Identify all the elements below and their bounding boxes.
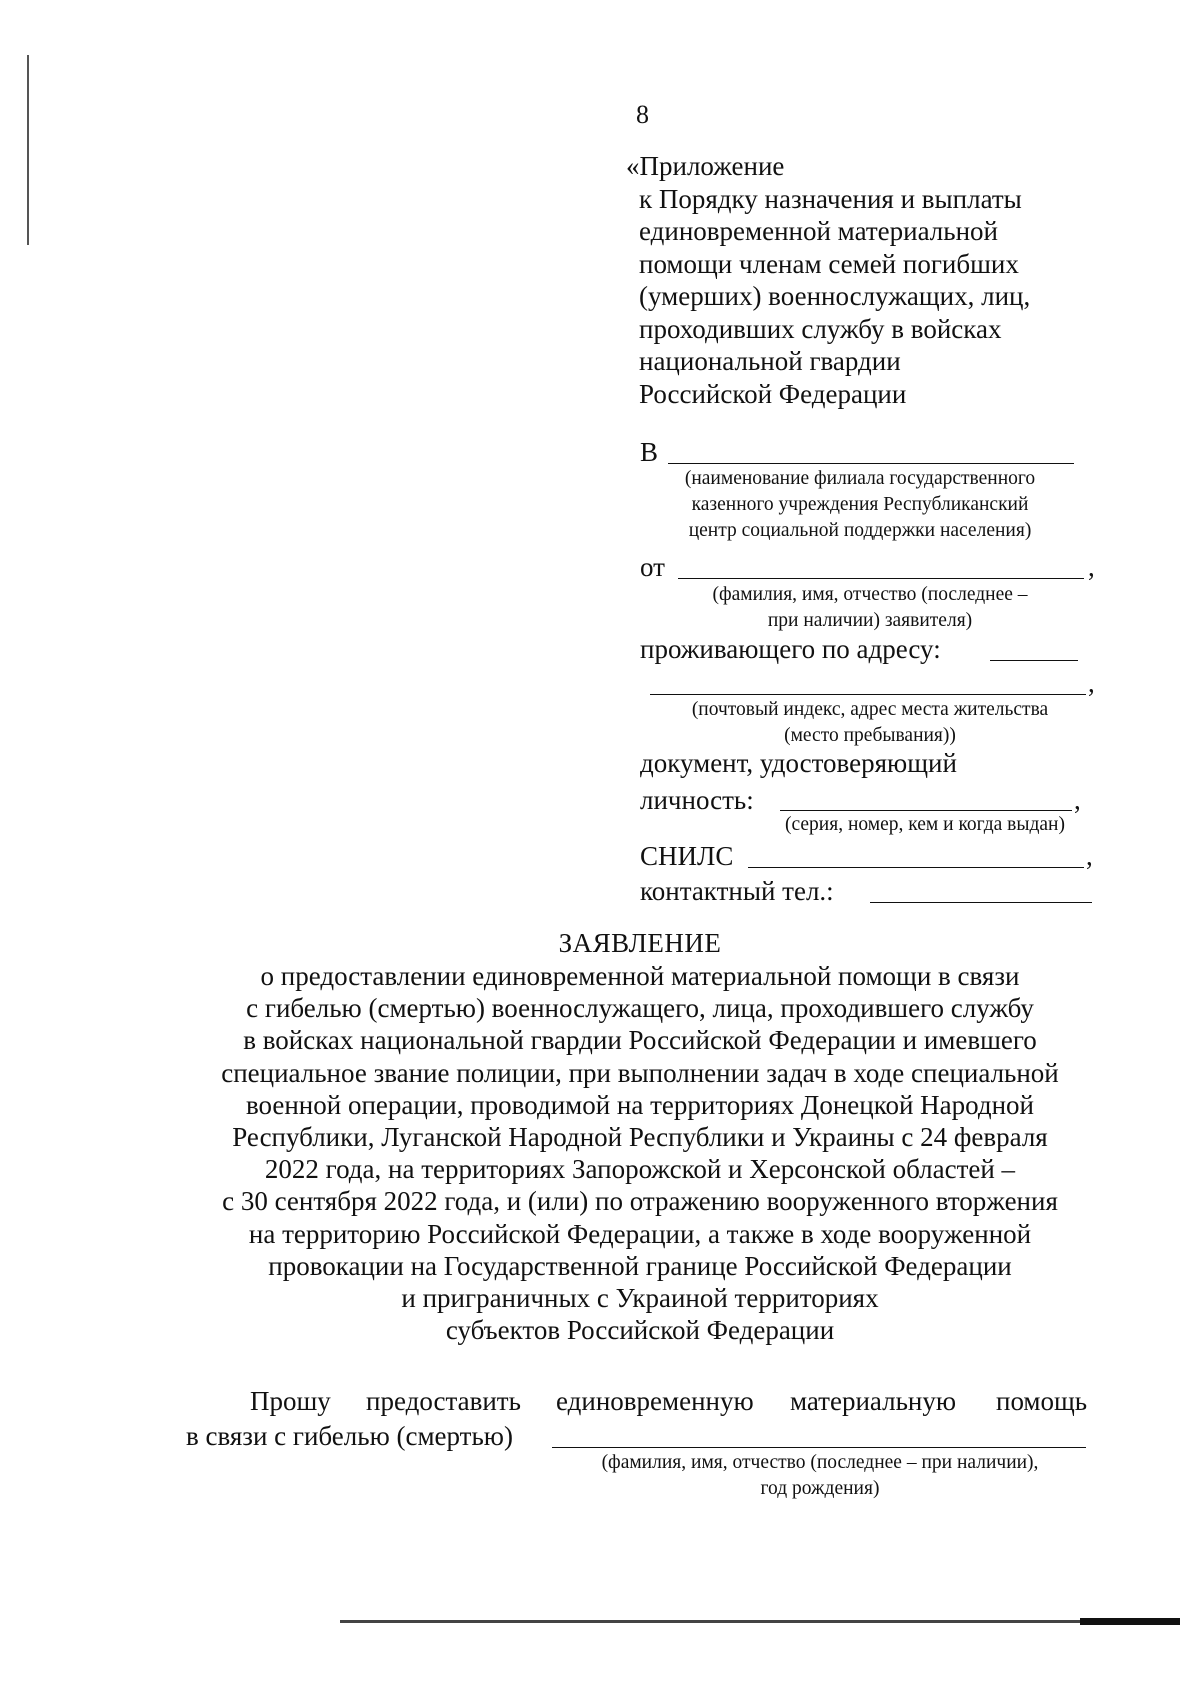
to-caption <box>640 466 1080 544</box>
subtitle-line: с 30 сентября 2022 года, и (или) по отражению вооруженного вторжения <box>222 1186 1058 1217</box>
from-label: от <box>640 552 665 582</box>
appendix-line: проходивших службу в войсках <box>639 313 1002 344</box>
subtitle-line: с гибелью (смертью) военнослужащего, лица, проходившего службу <box>246 993 1034 1024</box>
statement-title: ЗАЯВЛЕНИЕ <box>558 928 722 958</box>
bottom-rule-thick <box>1080 1618 1180 1625</box>
page-number: 8 <box>636 100 649 129</box>
to-caption-line: центр социальной поддержки населения) <box>688 520 1032 541</box>
deceased-caption-line: (фамилия, имя, отчество (последнее – при наличии), <box>601 1452 1039 1473</box>
address-caption-line: (почтовый индекс, адрес места жительства <box>691 699 1049 720</box>
appendix-line: единовременной материальной <box>639 216 998 246</box>
from-caption-line: (фамилия, имя, отчество (последнее – <box>712 584 1028 605</box>
phone-field[interactable] <box>870 902 1092 903</box>
id-comma: , <box>1074 785 1081 815</box>
request-word: материальную <box>790 1386 957 1416</box>
request-word: помощь <box>996 1386 1088 1416</box>
from-caption-line: при наличии) заявителя) <box>767 610 973 631</box>
id-label-line2: личность: <box>640 785 754 815</box>
appendix-line: национальной гвардии <box>639 346 901 376</box>
request-word: единовременную <box>556 1386 754 1416</box>
appendix-line: Российской Федерации <box>639 378 907 409</box>
id-field[interactable] <box>780 810 1072 811</box>
deceased-field[interactable] <box>552 1447 1086 1448</box>
id-label-line1: документ, удостоверяющий <box>640 748 957 778</box>
address-caption <box>640 697 1100 749</box>
subtitle-line: о предоставлении единовременной материальной помощи в связи <box>260 961 1020 991</box>
subtitle-line: субъектов Российской Федерации <box>445 1315 835 1346</box>
address-field[interactable] <box>650 694 1086 695</box>
to-label: В <box>640 437 659 467</box>
appendix-line: «Приложение <box>626 151 785 181</box>
from-field[interactable] <box>678 578 1084 579</box>
deceased-caption-line: год рождения) <box>760 1478 880 1499</box>
appendix-line: к Порядку назначения и выплаты <box>639 183 1022 214</box>
address-label: проживающего по адресу: <box>640 634 941 664</box>
to-field[interactable] <box>668 463 1074 464</box>
bottom-rule <box>340 1620 1180 1623</box>
subtitle-line: провокации на Государственной границе Российской Федерации <box>268 1250 1012 1281</box>
snils-field[interactable] <box>748 867 1084 868</box>
to-caption-line: казенного учреждения Республиканский <box>691 494 1029 515</box>
deceased-caption <box>550 1450 1090 1502</box>
subtitle-line: и приграничных с Украиной территориях <box>401 1283 879 1314</box>
scan-margin-line <box>27 55 29 245</box>
subtitle-line: на территорию Российской Федерации, а также в ходе вооруженной <box>248 1218 1032 1249</box>
subtitle-line: в войсках национальной гвардии Российской Федерации и имевшего <box>243 1025 1037 1056</box>
request-word: Прошу <box>250 1386 331 1416</box>
address-caption-line: (место пребывания)) <box>784 725 956 746</box>
subtitle-line: военной операции, проводимой на территориях Донецкой Народной <box>245 1089 1034 1120</box>
request-word: предоставить <box>366 1386 521 1416</box>
to-caption-line: (наименование филиала государственного <box>684 468 1036 489</box>
request-line2-label: в связи с гибелью (смертью) <box>186 1421 513 1451</box>
address-comma: , <box>1088 668 1095 698</box>
snils-label: СНИЛС <box>640 841 734 871</box>
appendix-header <box>626 150 1030 410</box>
subtitle-line: 2022 года, на территориях Запорожской и Херсонской областей – <box>264 1154 1016 1185</box>
id-caption: (серия, номер, кем и когда выдан) <box>785 814 1065 835</box>
from-caption <box>660 582 1080 634</box>
appendix-line: (умерших) военнослужащих, лиц, <box>639 281 1031 311</box>
subtitle-line: Республики, Луганской Народной Республики и Украины с 24 февраля <box>232 1122 1048 1153</box>
snils-comma: , <box>1086 841 1093 871</box>
phone-label: контактный тел.: <box>640 876 834 906</box>
from-comma: , <box>1088 552 1095 582</box>
appendix-line: помощи членам семей погибших <box>639 248 1019 279</box>
address-field-inline[interactable] <box>990 660 1078 661</box>
statement-subtitle <box>180 960 1100 1346</box>
subtitle-line: специальное звание полиции, при выполнении задач в ходе специальной <box>221 1057 1059 1088</box>
